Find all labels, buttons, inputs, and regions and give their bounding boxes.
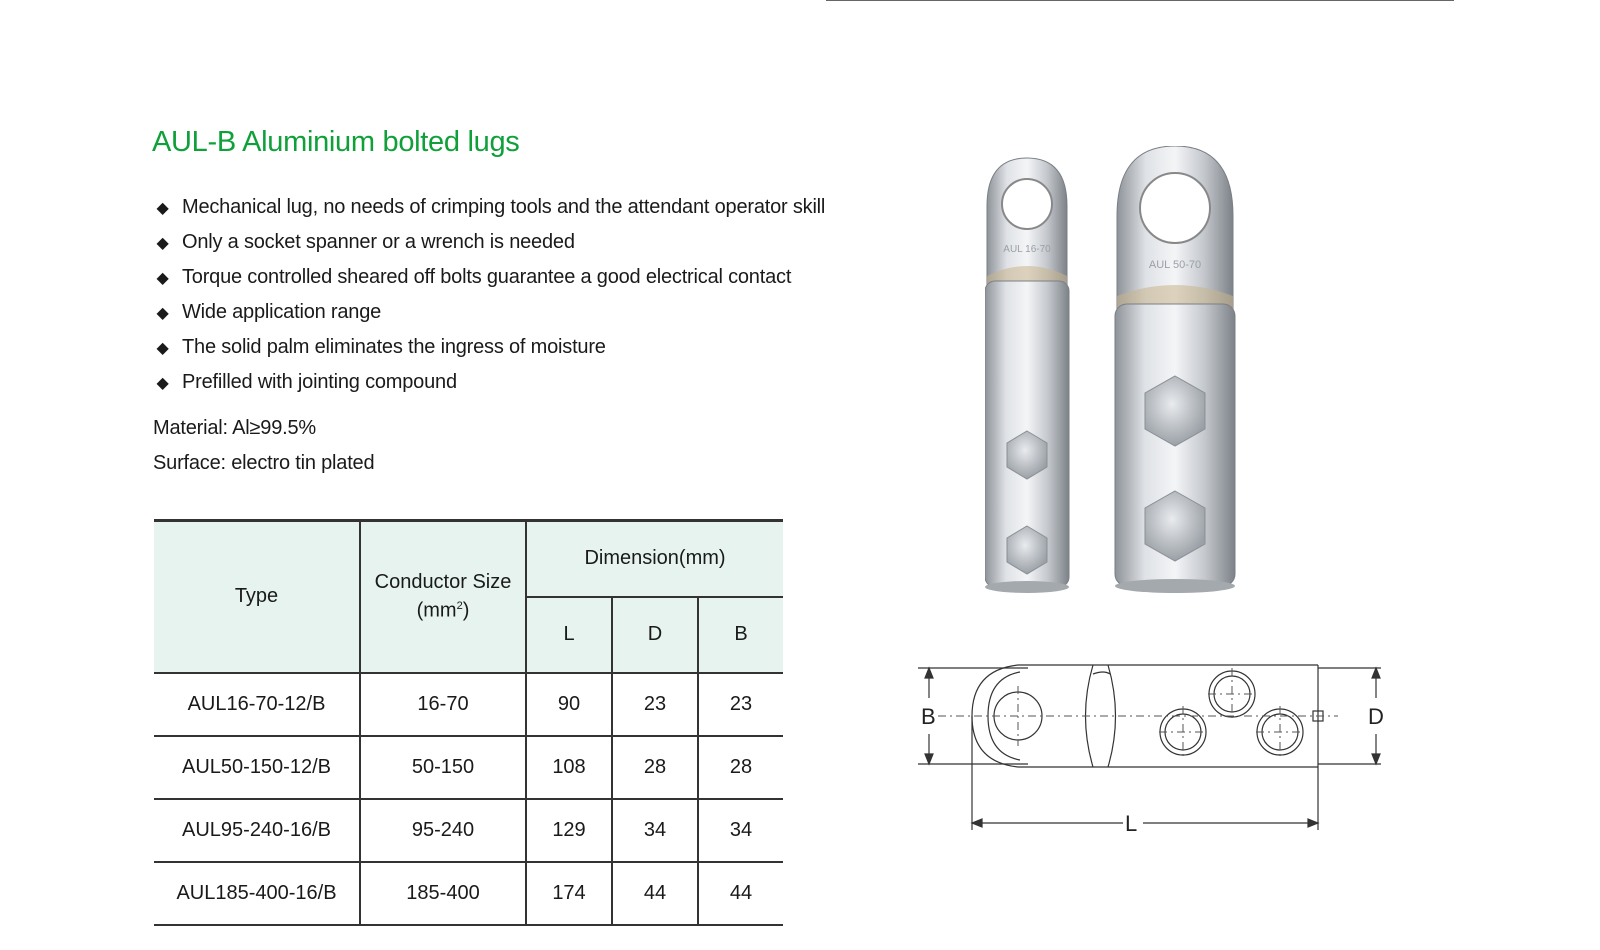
cell-type: AUL185-400-16/B (154, 862, 360, 925)
diamond-bullet-icon: ◆ (156, 234, 169, 252)
cell-L: 108 (526, 736, 612, 799)
diamond-bullet-icon: ◆ (156, 339, 169, 357)
header-conductor-label: Conductor Size (374, 571, 512, 594)
cell-B: 23 (698, 673, 783, 736)
cell-B: 28 (698, 736, 783, 799)
header-conductor-unit-close: ) (462, 600, 470, 623)
feature-text: Torque controlled sheared off bolts guarantee a good electrical contact (182, 266, 792, 288)
cell-D: 34 (612, 799, 698, 862)
feature-text: Only a socket spanner or a wrench is needed (182, 231, 575, 253)
feature-item (155, 330, 825, 365)
label-B: B (921, 704, 936, 729)
feature-list (155, 190, 825, 400)
table-row (154, 862, 783, 925)
cell-type: AUL95-240-16/B (154, 799, 360, 862)
header-dimension: Dimension(mm) (526, 521, 783, 597)
cell-conductor: 95-240 (360, 799, 526, 862)
cell-D: 44 (612, 862, 698, 925)
header-conductor-size (360, 521, 526, 673)
cell-type: AUL16-70-12/B (154, 673, 360, 736)
header-D: D (612, 597, 698, 673)
cell-B: 44 (698, 862, 783, 925)
diamond-bullet-icon: ◆ (156, 374, 169, 392)
header-L: L (526, 597, 612, 673)
diamond-bullet-icon: ◆ (156, 269, 169, 287)
cell-D: 23 (612, 673, 698, 736)
small-lug-marking: AUL 16-70 (1003, 244, 1051, 255)
cell-type: AUL50-150-12/B (154, 736, 360, 799)
feature-item (155, 260, 825, 295)
cell-D: 28 (612, 736, 698, 799)
specification-table (154, 519, 783, 926)
product-photo (985, 146, 1265, 606)
cell-conductor: 185-400 (360, 862, 526, 925)
top-rule (826, 0, 1454, 1)
label-L: L (1125, 811, 1138, 836)
cell-L: 90 (526, 673, 612, 736)
cell-L: 174 (526, 862, 612, 925)
table-row (154, 736, 783, 799)
header-conductor-unit-sup: 2 (456, 600, 463, 613)
diamond-bullet-icon: ◆ (156, 304, 169, 322)
label-D: D (1368, 704, 1384, 729)
cell-conductor: 16-70 (360, 673, 526, 736)
surface-spec: Surface: electro tin plated (153, 452, 375, 474)
header-conductor-unit: (mm (416, 600, 457, 623)
page-title: AUL-B Aluminium bolted lugs (152, 126, 520, 158)
diamond-bullet-icon: ◆ (156, 199, 169, 217)
feature-item (155, 295, 825, 330)
table-row (154, 673, 783, 736)
large-lug-marking: AUL 50-70 (1148, 259, 1202, 271)
large-lug-icon (1115, 146, 1235, 593)
cell-conductor: 50-150 (360, 736, 526, 799)
small-lug-icon (985, 158, 1069, 593)
cell-B: 34 (698, 799, 783, 862)
feature-text: Wide application range (182, 301, 382, 323)
table-row (154, 799, 783, 862)
feature-text: Prefilled with jointing compound (182, 371, 457, 393)
material-spec: Material: Al≥99.5% (153, 417, 317, 439)
cell-L: 129 (526, 799, 612, 862)
feature-item (155, 190, 825, 225)
header-type: Type (154, 521, 360, 673)
feature-text: Mechanical lug, no needs of crimping tools and the attendant operator skill (182, 196, 826, 218)
feature-item (155, 225, 825, 260)
feature-item (155, 365, 825, 400)
header-B: B (698, 597, 783, 673)
technical-drawing (918, 660, 1408, 860)
feature-text: The solid palm eliminates the ingress of moisture (182, 336, 606, 358)
